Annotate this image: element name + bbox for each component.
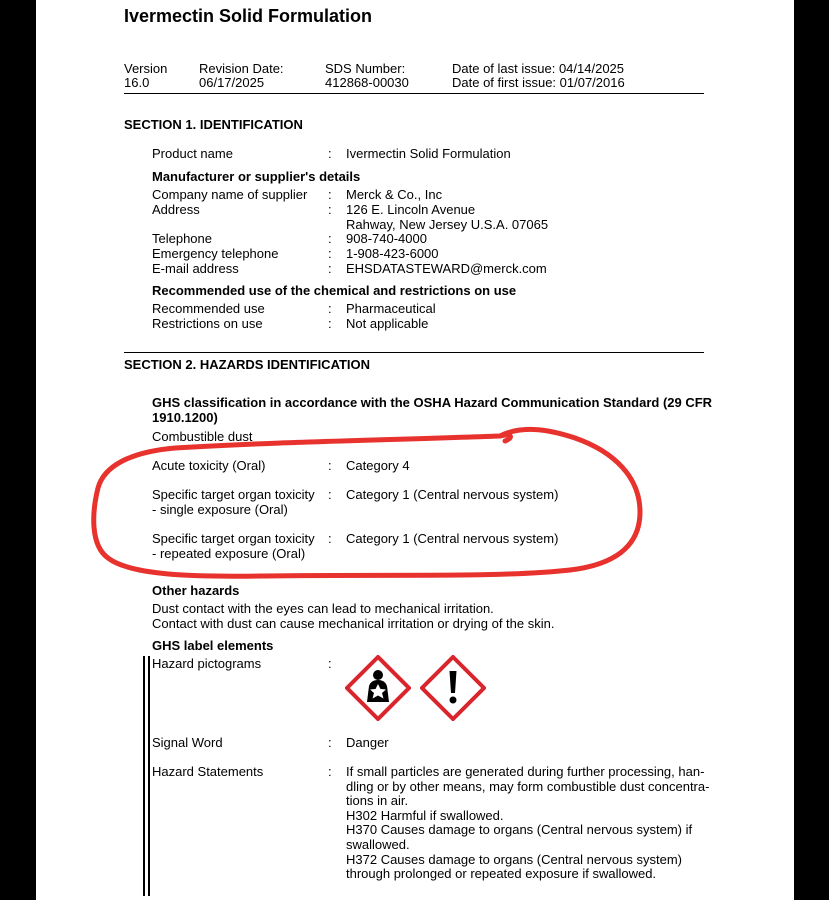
section1-heading: SECTION 1. IDENTIFICATION xyxy=(124,117,303,132)
acute-toxicity-value: Category 4 xyxy=(346,458,410,473)
sds-number-value: 412868-00030 xyxy=(325,75,409,90)
product-name-label: Product name xyxy=(152,146,233,161)
colon: : xyxy=(328,764,332,779)
address-label: Address xyxy=(152,202,200,217)
colon: : xyxy=(328,301,332,316)
company-label: Company name of supplier xyxy=(152,187,308,202)
combustible-dust: Combustible dust xyxy=(152,429,253,444)
colon: : xyxy=(328,656,332,671)
ghs-classification-heading-line2: 1910.1200) xyxy=(152,410,218,425)
restrictions-value: Not applicable xyxy=(346,316,429,331)
email-value: EHSDATASTEWARD@merck.com xyxy=(346,261,547,276)
document-title: Ivermectin Solid Formulation xyxy=(124,6,373,26)
email-label: E-mail address xyxy=(152,261,239,276)
hazard-statement-line: If small particles are generated during further processing, han- xyxy=(346,764,705,779)
recommended-use-value: Pharmaceutical xyxy=(346,301,436,316)
hazard-statement-line: tions in air. xyxy=(346,793,409,808)
stot-repeat-label-line2: - repeated exposure (Oral) xyxy=(152,546,306,561)
colon: : xyxy=(328,246,332,261)
recommended-use-label: Recommended use xyxy=(152,301,265,316)
hazard-statement-line: H372 Causes damage to organs (Central nervous system) xyxy=(346,852,682,867)
signal-word-label: Signal Word xyxy=(152,735,223,750)
revision-label: Revision Date: xyxy=(199,61,284,76)
stot-single-value: Category 1 (Central nervous system) xyxy=(346,487,559,502)
other-hazards-line2: Contact with dust can cause mechanical irritation or drying of the skin. xyxy=(152,616,555,631)
revision-value: 06/17/2025 xyxy=(199,75,265,90)
telephone-value: 908-740-4000 xyxy=(346,231,427,246)
colon: : xyxy=(328,458,332,473)
colon: : xyxy=(328,531,332,546)
last-issue-date: Date of last issue: 04/14/2025 xyxy=(452,61,625,76)
manufacturer-heading: Manufacturer or supplier's details xyxy=(152,169,361,184)
colon: : xyxy=(328,231,332,246)
stot-repeat-label-line1: Specific target organ toxicity xyxy=(152,531,315,546)
colon: : xyxy=(328,202,332,217)
hazard-statement-line: through prolonged or repeated exposure if swallowed. xyxy=(346,866,657,881)
other-hazards-heading: Other hazards xyxy=(152,583,240,598)
other-hazards-line1: Dust contact with the eyes can lead to mechanical irritation. xyxy=(152,601,494,616)
emergency-telephone-label: Emergency telephone xyxy=(152,246,279,261)
hazard-statement-line: dling or by other means, may form combustible dust concentra- xyxy=(346,779,710,794)
colon: : xyxy=(328,487,332,502)
signal-word-value: Danger xyxy=(346,735,389,750)
restrictions-label: Restrictions on use xyxy=(152,316,263,331)
colon: : xyxy=(328,187,332,202)
stot-repeat-value: Category 1 (Central nervous system) xyxy=(346,531,559,546)
ghs-label-elements-heading: GHS label elements xyxy=(152,638,274,653)
first-issue-date: Date of first issue: 01/07/2016 xyxy=(452,75,625,90)
section2-heading: SECTION 2. HAZARDS IDENTIFICATION xyxy=(124,357,371,372)
address-line2: Rahway, New Jersey U.S.A. 07065 xyxy=(346,217,549,232)
emergency-telephone-value: 1-908-423-6000 xyxy=(346,246,439,261)
colon: : xyxy=(328,261,332,276)
sds-number-label: SDS Number: xyxy=(325,61,406,76)
colon: : xyxy=(328,735,332,750)
hazard-statement-line: swallowed. xyxy=(346,837,410,852)
hazard-statement-line: H302 Harmful if swallowed. xyxy=(346,808,504,823)
hazard-statements-label: Hazard Statements xyxy=(152,764,264,779)
colon: : xyxy=(328,146,332,161)
version-value: 16.0 xyxy=(124,75,150,90)
version-label: Version xyxy=(124,61,168,76)
stot-single-label-line2: - single exposure (Oral) xyxy=(152,502,288,517)
hazard-statement-line: H370 Causes damage to organs (Central nervous system) if xyxy=(346,822,693,837)
hazard-pictograms-label: Hazard pictograms xyxy=(152,656,262,671)
telephone-label: Telephone xyxy=(152,231,212,246)
stot-single-label-line1: Specific target organ toxicity xyxy=(152,487,315,502)
acute-toxicity-label: Acute toxicity (Oral) xyxy=(152,458,266,473)
product-name-value: Ivermectin Solid Formulation xyxy=(346,146,511,161)
recommended-use-heading: Recommended use of the chemical and restrictions on use xyxy=(152,283,517,298)
colon: : xyxy=(328,316,332,331)
company-value: Merck & Co., Inc xyxy=(346,187,443,202)
ghs-classification-heading-line1: GHS classification in accordance with the OSHA Hazard Communication Standard (29 CFR xyxy=(152,395,713,410)
address-line1: 126 E. Lincoln Avenue xyxy=(346,202,476,217)
